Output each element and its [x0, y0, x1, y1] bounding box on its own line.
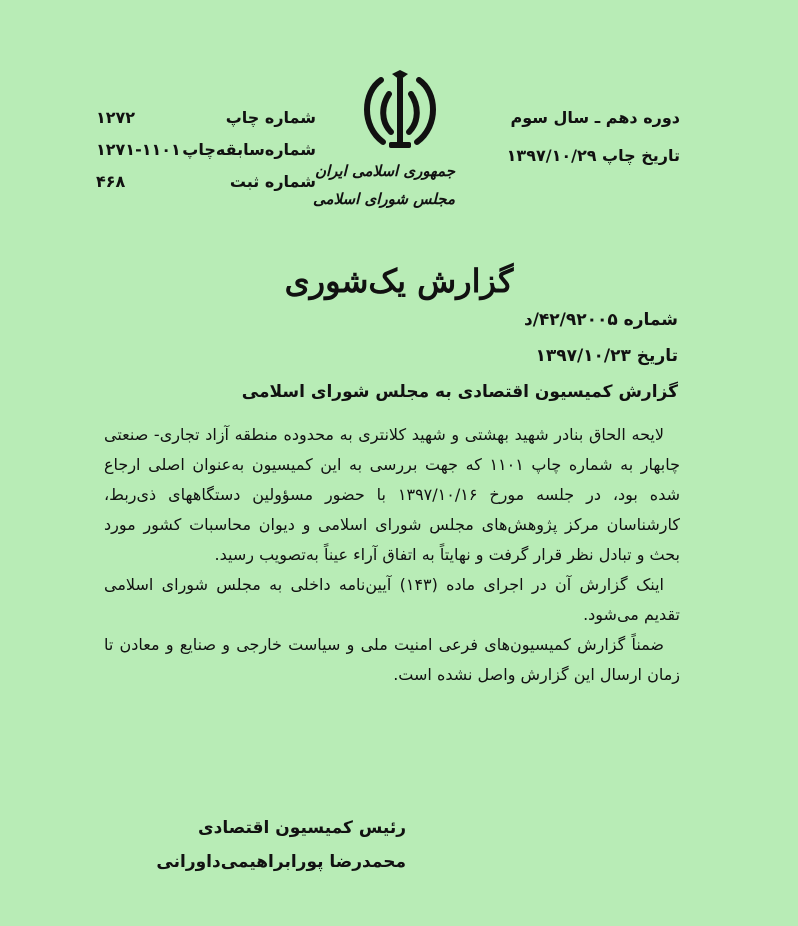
emblem-icon	[359, 70, 441, 154]
reg-number-label: شماره ثبت	[229, 172, 316, 191]
session-line: دوره دهم ـ سال سوم	[510, 108, 680, 127]
prev-print-row	[96, 140, 316, 172]
signature-name: محمدرضا پورابراهیمی‌داورانی	[156, 852, 406, 872]
reg-number-row	[96, 172, 316, 204]
print-number-row	[96, 108, 316, 140]
letter-date: تاریخ ۱۳۹۷/۱۰/۲۳	[535, 346, 678, 366]
print-date-line	[470, 146, 680, 184]
letter-subject: گزارش کمیسیون اقتصادی به مجلس شورای اسلامی	[241, 382, 678, 402]
body-paragraph-1: لایحه الحاق بنادر شهید بهشتی و شهید کلانتری به محدوده منطقه آزاد تجاری- صنعتی چابهار به شماره چاپ ۱۱۰۱ که جهت بررسی به این کمیسیون به‌عنوان اصلی ارجاع شده بود، در جلسه مورخ ۱۳۹۷/۱۰/۱۶ با حضور مسؤولین دستگاههای ذی‌ربط، کارشناسان مرکز پژوهش‌های مجلس شورای اسلامی و دیوان محاسبات کشور مورد بحث و تبادل نظر قرار گرفت و نهایتاً به اتفاق آراء عیناً به‌تصویب رسید.	[104, 425, 680, 564]
reg-number-value: ۴۶۸	[96, 172, 126, 191]
print-number-value: ۱۲۷۲	[96, 108, 136, 127]
page-title: گزارش یک‌شوری	[284, 262, 514, 300]
header-session-block	[470, 108, 680, 184]
emblem-caption-parliament: مجلس شورای اسلامی	[313, 190, 455, 208]
body-paragraph-2: اینک گزارش آن در اجرای ماده (۱۴۳) آیین‌نامه داخلی به مجلس شورای اسلامی تقدیم می‌شود.	[104, 575, 680, 624]
prev-print-value: ۱۲۷۱-۱۱۰۱	[96, 140, 181, 159]
print-date-value: ۱۳۹۷/۱۰/۲۹	[506, 146, 597, 165]
body-paragraph-3: ضمناً گزارش کمیسیون‌های فرعی امنیت ملی و سیاست خارجی و صنایع و معادن تا زمان ارسال این گزارش واصل نشده است.	[104, 635, 680, 684]
print-number-label: شماره چاپ	[225, 108, 316, 127]
header-print-block	[96, 108, 316, 204]
report-body	[104, 420, 680, 690]
signature-role: رئیس کمیسیون اقتصادی	[198, 818, 406, 838]
emblem	[313, 70, 455, 230]
print-date-label: تاریخ چاپ	[602, 146, 680, 165]
prev-print-label: شماره‌سابقه‌چاپ	[182, 140, 316, 159]
letter-number: شماره ۴۲/۹۲۰۰۵/د	[523, 310, 678, 330]
emblem-caption-country: جمهوری اسلامی ایران	[314, 162, 455, 180]
